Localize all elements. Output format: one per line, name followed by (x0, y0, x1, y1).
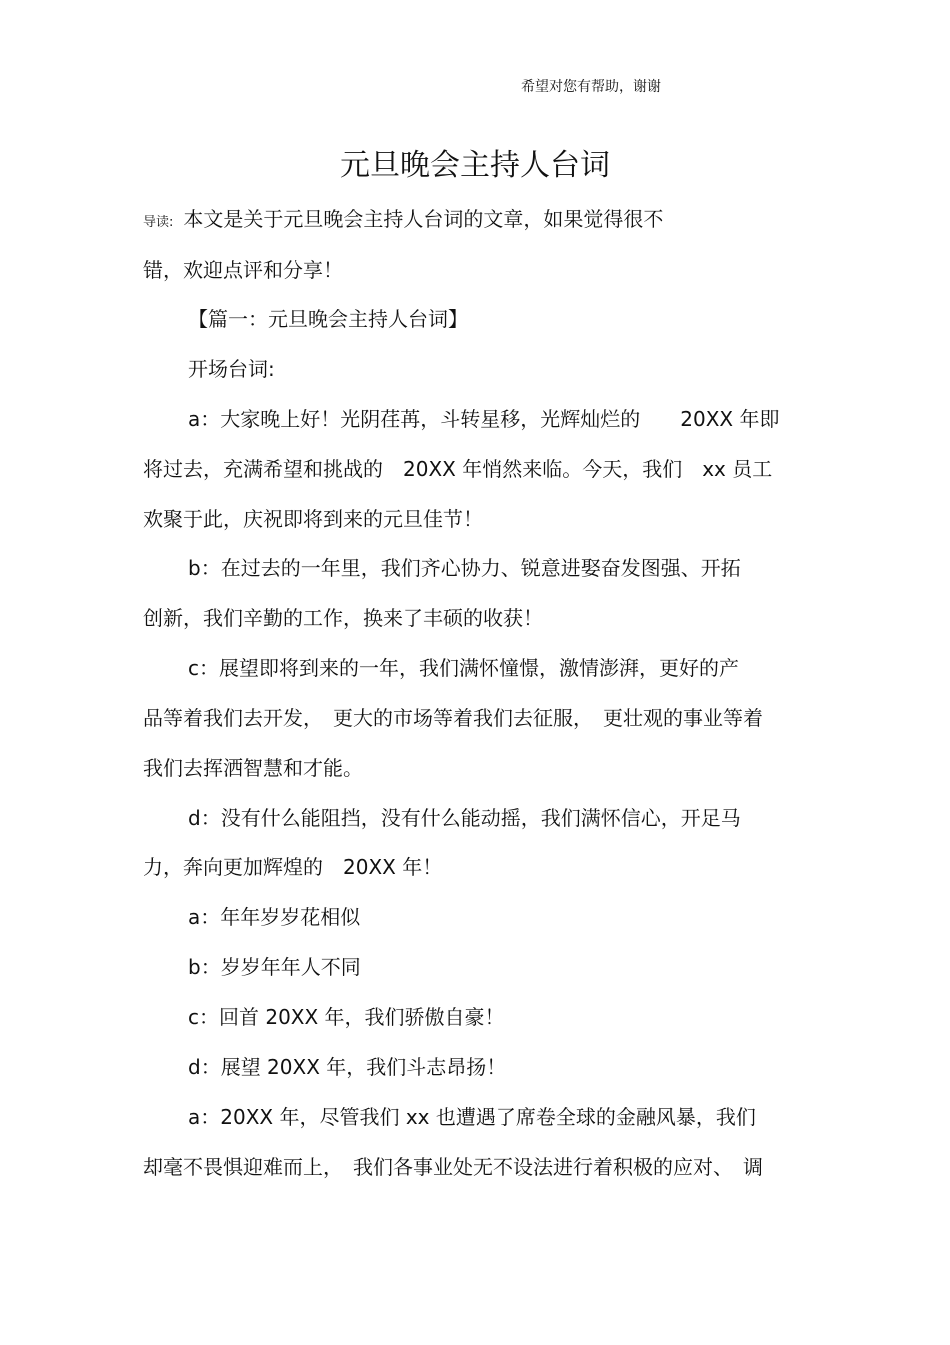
body-line: d：没有什么能阻挡，没有什么能动摇，我们满怀信心，开足马 (188, 806, 741, 830)
body-line: d：展望 20XX 年，我们斗志昂扬！ (188, 1055, 507, 1079)
body-line: 我们去挥洒智慧和才能。 (143, 756, 363, 780)
body-line: 力，奔向更加辉煌的 20XX 年！ (143, 855, 443, 879)
intro-text-1: 本文是关于元旦晚会主持人台词的文章，如果觉得很不 (183, 207, 664, 231)
body-line: a：20XX 年，尽管我们 xx 也遭遇了席卷全球的金融风暴，我们 (188, 1105, 756, 1129)
body-line: 品等着我们去开发， 更大的市场等着我们去征服， 更壮观的事业等着 (143, 706, 763, 730)
intro-line-1 (143, 203, 663, 232)
body-line: c：回首 20XX 年，我们骄傲自豪！ (188, 1005, 505, 1029)
body-line: c：展望即将到来的一年，我们满怀憧憬，激情澎湃，更好的产 (188, 656, 739, 680)
body-line: 创新，我们辛勤的工作，换来了丰硕的收获！ (143, 606, 543, 630)
body-line: 开场台词: (188, 357, 275, 381)
body-line: 将过去，充满希望和挑战的 20XX 年悄然来临。今天，我们 xx 员工 (143, 457, 773, 481)
body-line: 却毫不畏惧迎难而上， 我们各事业处无不设法进行着积极的应对、 调 (143, 1155, 763, 1179)
body-line: b：岁岁年年人不同 (188, 955, 361, 979)
body-line: a：大家晚上好！光阴荏苒，斗转星移，光辉灿烂的 20XX 年即 (188, 407, 780, 431)
page-title: 元旦晚会主持人台词 (340, 148, 610, 183)
intro-line-2: 错，欢迎点评和分享！ (143, 258, 343, 282)
intro-label: 导读: (143, 215, 174, 230)
section-heading: 【篇一：元旦晚会主持人台词】 (188, 307, 468, 331)
header-note: 希望对您有帮助，谢谢 (521, 79, 661, 95)
body-line: b：在过去的一年里，我们齐心协力、锐意进娶奋发图强、开拓 (188, 556, 741, 580)
body-line: a：年年岁岁花相似 (188, 905, 361, 929)
body-line: 欢聚于此，庆祝即将到来的元旦佳节！ (143, 507, 483, 531)
